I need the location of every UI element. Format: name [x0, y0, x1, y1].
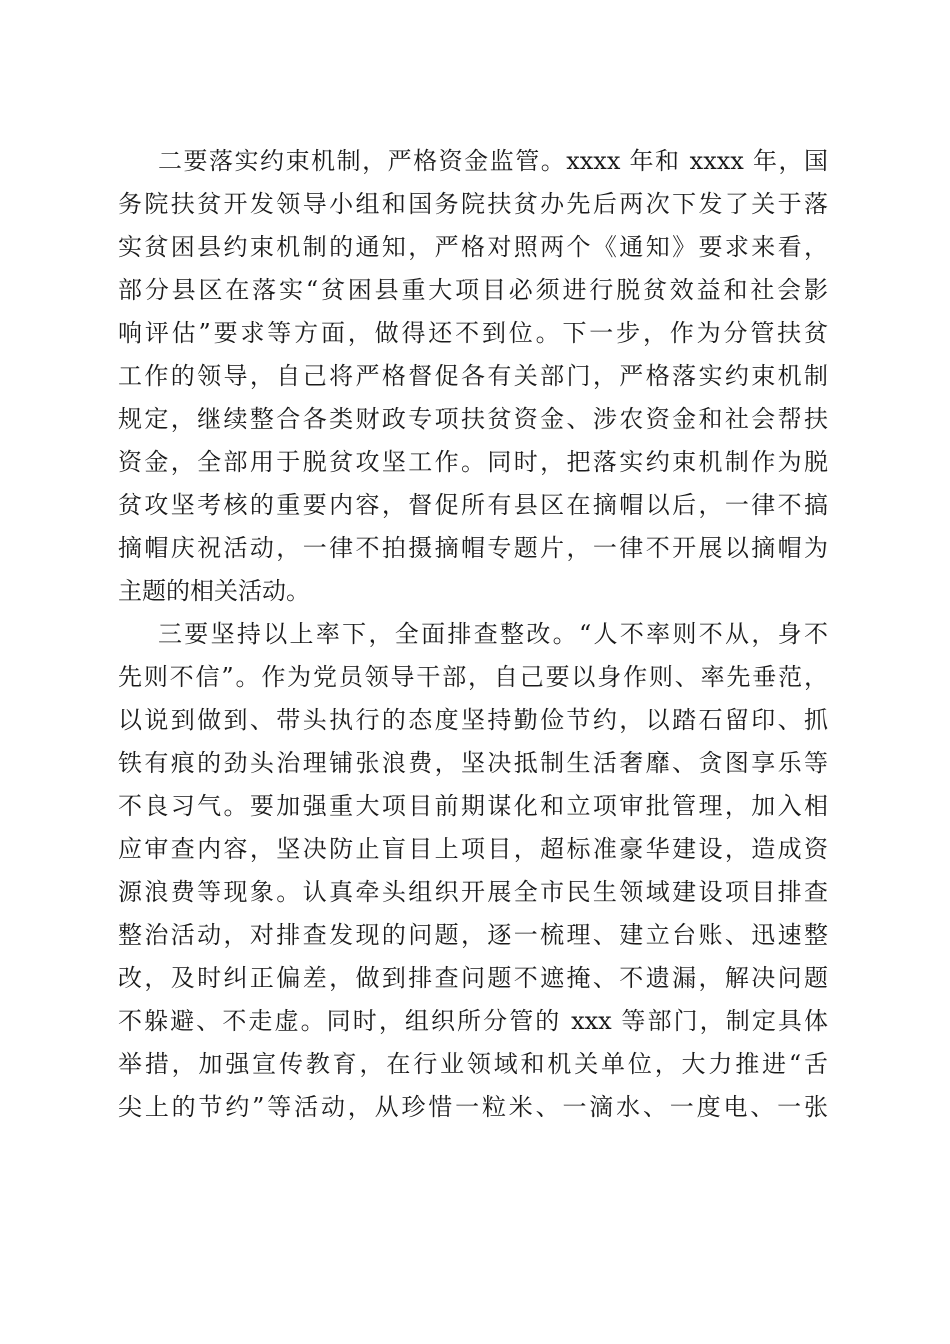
paragraph-line: 先则不信”。作为党员领导干部，自己要以身作则、率先垂范， [118, 663, 828, 691]
paragraph-line: 应审查内容，坚决防止盲目上项目，超标准豪华建设，造成资 [118, 835, 828, 863]
paragraph-line: 举措，加强宣传教育，在行业领域和机关单位，大力推进“舌 [118, 1050, 828, 1078]
paragraph-line: 整治活动，对排查发现的问题，逐一梳理、建立台账、迅速整 [118, 921, 828, 949]
paragraph-line: 工作的领导，自己将严格督促各有关部门，严格落实约束机制 [118, 362, 828, 390]
paragraph-line: 主题的相关活动。 [118, 577, 310, 605]
paragraph-line: 规定，继续整合各类财政专项扶贫资金、涉农资金和社会帮扶 [118, 405, 828, 433]
paragraph-line: 不躲避、不走虚。同时，组织所分管的 xxx 等部门，制定具体 [118, 1007, 828, 1035]
paragraph-line: 尖上的节约”等活动，从珍惜一粒米、一滴水、一度电、一张 [118, 1093, 828, 1121]
document-page [118, 0, 828, 1344]
paragraph-line: 资金，全部用于脱贫攻坚工作。同时，把落实约束机制作为脱 [118, 448, 828, 476]
paragraph-line: 响评估”要求等方面，做得还不到位。下一步，作为分管扶贫 [118, 319, 828, 347]
paragraph-line: 改，及时纠正偏差，做到排查问题不遮掩、不遗漏，解决问题 [118, 964, 828, 992]
paragraph-line: 以说到做到、带头执行的态度坚持勤俭节约，以踏石留印、抓 [118, 706, 828, 734]
paragraph-line: 三要坚持以上率下，全面排查整改。“人不率则不从，身不 [158, 620, 828, 648]
paragraph-line: 部分县区在落实“贫困县重大项目必须进行脱贫效益和社会影 [118, 276, 828, 304]
paragraph-line: 贫攻坚考核的重要内容，督促所有县区在摘帽以后，一律不搞 [118, 491, 828, 519]
paragraph-line: 摘帽庆祝活动，一律不拍摄摘帽专题片，一律不开展以摘帽为 [118, 534, 828, 562]
paragraph-line: 不良习气。要加强重大项目前期谋化和立项审批管理，加入相 [118, 792, 828, 820]
paragraph-line: 实贫困县约束机制的通知，严格对照两个《通知》要求来看， [118, 233, 828, 261]
paragraph-line: 二要落实约束机制，严格资金监管。xxxx 年和 xxxx 年，国 [158, 147, 828, 175]
paragraph-line: 务院扶贫开发领导小组和国务院扶贫办先后两次下发了关于落 [118, 190, 828, 218]
paragraph-line: 铁有痕的劲头治理铺张浪费，坚决抵制生活奢靡、贪图享乐等 [118, 749, 828, 777]
paragraph-line: 源浪费等现象。认真牵头组织开展全市民生领域建设项目排查 [118, 878, 828, 906]
